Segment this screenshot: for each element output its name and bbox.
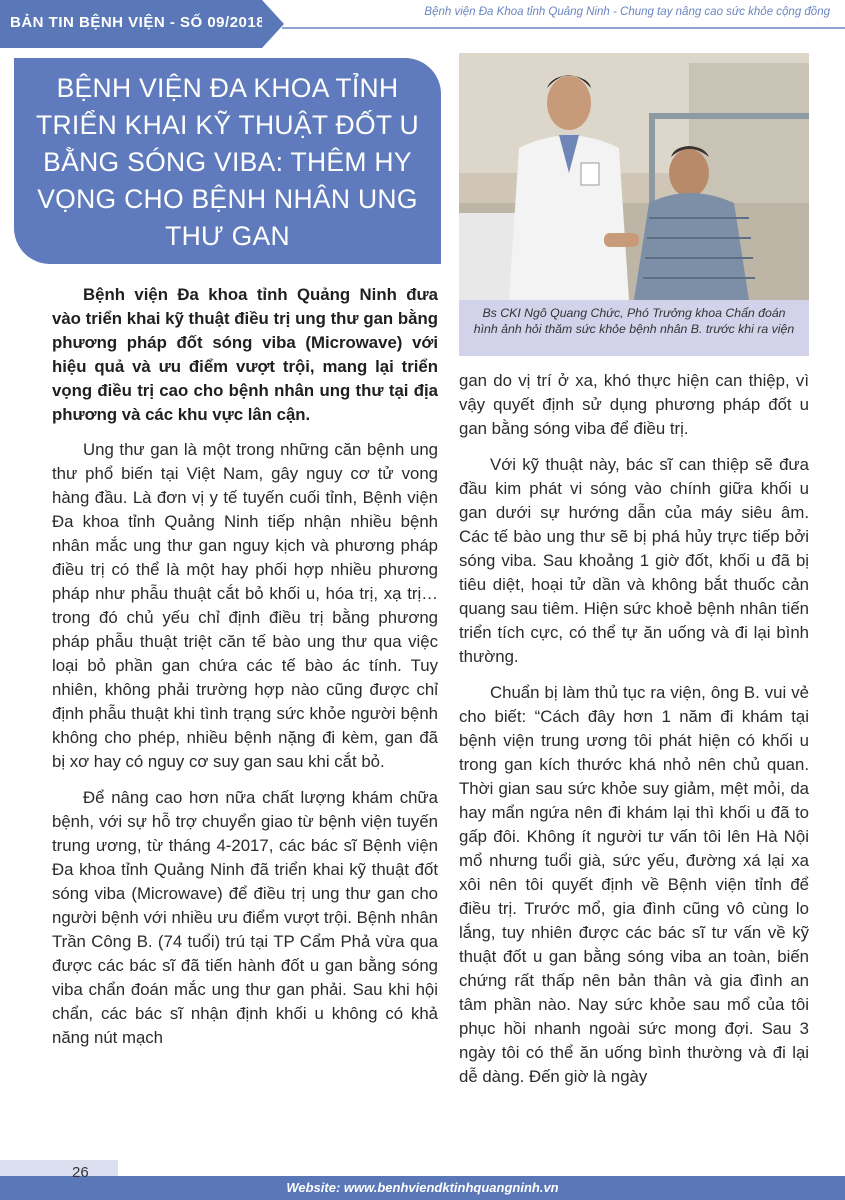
article-left-column bbox=[52, 283, 438, 1062]
article-paragraph: gan do vị trí ở xa, khó thực hiện can thiệp, vì vậy quyết định sử dụng phương pháp đốt u gan bằng sóng viba để điều trị. bbox=[459, 371, 809, 438]
article-paragraph: Ung thư gan là một trong những căn bệnh ung thư phổ biến tại Việt Nam, gây nguy cơ tử vong hàng đầu. Là đơn vị y tế tuyến cuối tỉnh, Bệnh viện Đa khoa tỉnh Quảng Ninh tiếp nhận nhiều bệnh nhân mắc ung thư gan nguy kịch và phương pháp điều trị có thể là một hay phối hợp nhiều phương pháp như phẫu thuật cắt bỏ khối u, hóa trị, xạ trị… trong đó chủ yếu chỉ định điều trị bằng phương pháp phẫu thuật triệt căn tế bào ung thư qua việc loại bỏ phần gan chứa các tế bào ác tính. Tuy nhiên, không phải trường hợp nào cũng được chỉ định phẫu thuật khi tình trạng sức khỏe người bệnh không cho phép, nhiều bệnh nặng đi kèm, gan đã bị xơ hay có nguy cơ suy gan sau khi cắt bỏ. bbox=[52, 440, 438, 771]
header-issue-tab bbox=[0, 0, 266, 48]
article-title: BỆNH VIỆN ĐA KHOA TỈNH TRIỂN KHAI KỸ THUẬT ĐỐT U BẰNG SÓNG VIBA: THÊM HY VỌNG CHO BỆNH NHÂN UNG THƯ GAN bbox=[36, 73, 419, 251]
article-paragraph: Để nâng cao hơn nữa chất lượng khám chữa bệnh, với sự hỗ trợ chuyển giao từ bệnh viện tuyến trung ương, từ tháng 4-2017, các bác sĩ Bệnh viện Đa khoa tỉnh Quảng Ninh đã triển khai kỹ thuật đốt sóng viba (Microwave) để điều trị ung thư gan cho người bệnh với nhiều ưu điểm vượt trội. Bệnh nhân Trần Công B. (74 tuổi) trú tại TP Cẩm Phả vừa qua được các bác sĩ đã tiến hành đốt u gan bằng sóng viba chẩn đoán mắc ung thư gan phải. Sau khi hội chẩn, các bác sĩ nhận định khối u không có khả năng nút mạch bbox=[52, 788, 438, 1047]
footer-website[interactable]: Website: www.benhviendktinhquangninh.vn bbox=[286, 1180, 559, 1195]
issue-label: BẢN TIN BỆNH VIỆN - SỐ 09/2018 bbox=[10, 14, 266, 31]
article-title-box bbox=[14, 58, 441, 264]
page-number: 26 bbox=[72, 1164, 89, 1181]
header-rule bbox=[282, 27, 845, 29]
article-lead: Bệnh viện Đa khoa tỉnh Quảng Ninh đưa vào triển khai kỹ thuật điều trị ung thư gan bằng phương pháp đốt sóng viba (Microwave) với hiệu quả và ưu điểm vượt trội, mang lại triển vọng điều trị cao cho bệnh nhân ung thư tại địa phương và các khu vực lân cận. bbox=[52, 285, 438, 424]
article-right-column bbox=[459, 369, 809, 1101]
article-paragraph: Chuẩn bị làm thủ tục ra viện, ông B. vui vẻ cho biết: “Cách đây hơn 1 năm đi khám tại bệnh viện trung ương tôi phát hiện có khối u trong gan kích thước khá nhỏ nên chủ quan. Thời gian sau sức khỏe suy giảm, mệt mỏi, da hay mẩn ngứa nên đi khám lại thì khối u đã to gấp đôi. Không ít người tư vấn tôi lên Hà Nội mổ nhưng tuổi già, sức yếu, đường xá lại xa xôi nên tôi quyết định về Bệnh viện tỉnh để điều trị. Trước mổ, gia đình cũng vô cùng lo lắng, tuy nhiên được các bác sĩ tư vấn về kỹ thuật đốt u gan bằng sóng viba an toàn, biến chứng rất thấp nên bản thân và gia đình an tâm phần nào. Nay sức khỏe sau mổ của tôi phục hồi nhanh ngoài sức mong đợi. Sau 3 ngày tôi có thể ăn uống bình thường và đi lại dễ dàng. Đến giờ là ngày bbox=[459, 683, 809, 1086]
header-slogan: Bệnh viện Đa Khoa tỉnh Quảng Ninh - Chung tay nâng cao sức khỏe cộng đồng bbox=[424, 6, 830, 18]
article-photo bbox=[459, 53, 809, 300]
photo-caption: Bs CKI Ngô Quang Chức, Phó Trưởng khoa Chẩn đoán hình ảnh hỏi thăm sức khỏe bệnh nhân B. trước khi ra viện bbox=[459, 300, 809, 356]
article-paragraph: Với kỹ thuật này, bác sĩ can thiệp sẽ đưa đầu kim phát vi sóng vào chính giữa khối u gan dưới sự hướng dẫn của máy siêu âm. Các tế bào ung thư sẽ bị phá hủy trực tiếp bởi sóng viba. Sau khoảng 1 giờ đốt, khối u đã bị tiêu diệt, hoại tử dần và không bắt thuốc cản quang sau tiêm. Hiện sức khoẻ bệnh nhân tiến triển tích cực, có thể tự ăn uống và đi lại bình thường. bbox=[459, 455, 809, 666]
